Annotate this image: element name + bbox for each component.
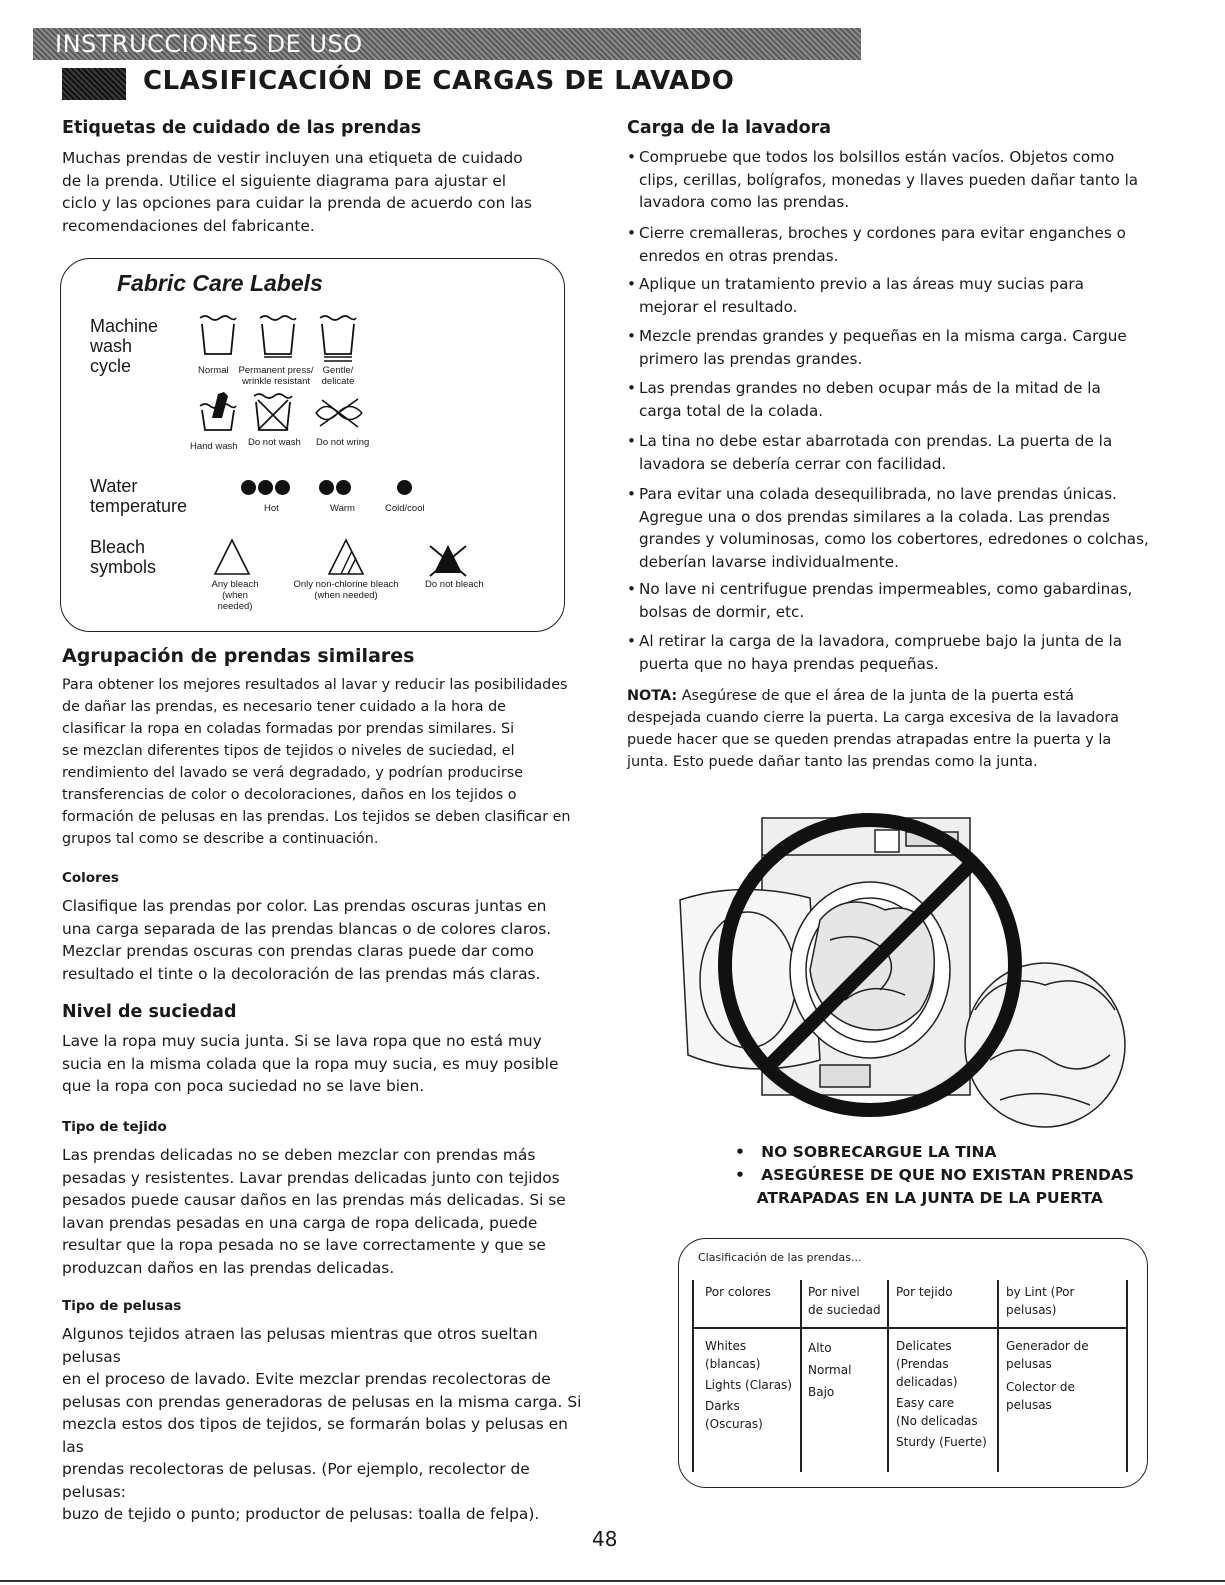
care-labels-heading: Etiquetas de cuidado de las prendas [62, 118, 422, 138]
fabric-care-title: Fabric Care Labels [117, 270, 323, 296]
caption-do-not-wring: Do not wring [316, 437, 370, 448]
table-divider [887, 1280, 889, 1472]
caption-non-chlorine-bleach: Only non-chlorine bleach (when needed) [293, 579, 399, 601]
section-marker [62, 68, 126, 100]
header-banner [33, 28, 861, 60]
column-pelusas-items: Generador de pelusas Colector de pelusas [1006, 1339, 1089, 1412]
caption-do-not-bleach: Do not bleach [425, 579, 484, 590]
any-bleach-icon [212, 537, 252, 577]
section-title: CLASIFICACIÓN DE CARGAS DE LAVADO [143, 66, 735, 96]
column-tejido-items: Delicates (Prendas delicadas) Easy care (No delicadas Sturdy (Fuerte) [896, 1339, 987, 1449]
tipo-tejido-heading: Tipo de tejido [62, 1119, 167, 1135]
page-number: 48 [592, 1527, 618, 1551]
do-not-wring-icon [312, 396, 370, 430]
caption-hot: Hot [264, 503, 279, 514]
hot-dots-icon [240, 480, 291, 499]
grouping-heading: Agrupación de prendas similares [62, 645, 415, 667]
caption-any-bleach: Any bleach (when needed) [211, 579, 259, 612]
column-header-suciedad: Por nivel de suciedad [808, 1285, 881, 1317]
bullet-item: • La tina no debe estar abarrotada con prendas. La puerta de la lavadora se debería cerrar con facilidad. [627, 432, 1113, 473]
bullet-item: • Mezcle prendas grandes y pequeñas en la misma carga. Cargue primero las prendas grandes. [627, 327, 1127, 368]
caption-permanent-press: Permanent press/ wrinkle resistant [238, 365, 314, 387]
caption-do-not-wash: Do not wash [248, 437, 301, 448]
banner-title: INSTRUCCIONES DE USO [55, 30, 363, 58]
page-bottom-rule [0, 1580, 1225, 1582]
gentle-wash-icon [318, 314, 358, 364]
column-colores-items: Whites (blancas) Lights (Claras) Darks (Oscuras) [705, 1339, 792, 1431]
tipo-pelusas-heading: Tipo de pelusas [62, 1298, 182, 1314]
cold-dot-icon [396, 480, 413, 499]
bullet-item: • Para evitar una colada desequilibrada, no lave prendas únicas. Agregue una o dos prendas similares a la colada. Las prendas grandes y voluminosas, como los cobertores, edredones o colchas, deberían lavarse individualmente. [627, 485, 1149, 571]
nota-label: NOTA: [627, 688, 678, 704]
water-temperature-label: Water temperature [90, 476, 188, 516]
caption-normal: Normal [198, 365, 229, 376]
bullet-item: • Aplique un tratamiento previo a las áreas muy sucias para mejorar el resultado. [627, 275, 1084, 316]
bullet-item: • Al retirar la carga de la lavadora, compruebe bajo la junta de la puerta que no haya prendas pequeñas. [627, 632, 1123, 673]
nota-paragraph: NOTA: Asegúrese de que el área de la junta de la puerta está despejada cuando cierre la puerta. La carga excesiva de la lavadora puede hacer que se queden prendas atrapadas entre la puerta y la junta. Esto puede dañar tanto las prendas como la junta. [627, 688, 1119, 770]
table-divider [692, 1280, 694, 1472]
table-header-rule [692, 1327, 1127, 1329]
carga-lavadora-heading: Carga de la lavadora [627, 118, 832, 138]
hand-wash-icon [198, 388, 238, 434]
nivel-suciedad-text: Lave la ropa muy sucia junta. Si se lava ropa que no está muy sucia en la misma colada que la ropa muy sucia, es muy posible que la ropa con poca suciedad no se lave bien. [62, 1032, 559, 1095]
grouping-text: Para obtener los mejores resultados al lavar y reducir las posibilidades de dañar las prendas, es necesario tener cuidado a la hora de clasificar la ropa en coladas formadas por prendas similares. Si se mezclan diferentes tipos de tejidos o niveles de suciedad, el rendimiento del lavado se verá degradado, y podrían producirse transferencias de color o decoloraciones, daños en los tejidos o formación de pelusas en las prendas. Los tejidos se deben clasificar en grupos tal como se describe a continuación. [62, 677, 571, 847]
warm-dots-icon [318, 480, 352, 499]
bullet-item: • No lave ni centrifugue prendas impermeables, como gabardinas, bolsas de dormir, etc. [627, 580, 1133, 621]
bleach-symbols-label: Bleach symbols [90, 537, 157, 577]
bullet-item: • Cierre cremalleras, broches y cordones para evitar enganches o enredos en otras prendas. [627, 224, 1126, 265]
warning-door-seal: • ASEGÚRESE DE QUE NO EXISTAN PRENDAS ATRAPADAS EN LA JUNTA DE LA PUERTA [735, 1166, 1135, 1207]
colores-text: Clasifique las prendas por color. Las prendas oscuras juntas en una carga separada de las prendas blancas o de colores claros. Mezclar prendas oscuras con prendas claras puede dar como resultado el tinte o la decoloración de las prendas más claras. [62, 897, 552, 983]
caption-cold: Cold/cool [385, 503, 425, 514]
bullet-item: • Compruebe que todos los bolsillos están vacíos. Objetos como clips, cerillas, bolígrafos, monedas y llaves pueden dañar tanto la lavadora como las prendas. [627, 148, 1139, 211]
column-header-pelusas: by Lint (Por pelusas) [1006, 1285, 1075, 1317]
table-divider [800, 1280, 802, 1472]
normal-wash-icon [198, 314, 238, 358]
non-chlorine-bleach-icon [326, 537, 366, 577]
tipo-tejido-text: Las prendas delicadas no se deben mezclar con prendas más pesadas y resistentes. Lavar prendas delicadas junto con tejidos pesados puede causar daños en las prendas más delicadas. Si se lavan prendas pesadas en una carga de ropa delicada, puede resultar que la ropa pesada no se lave correctamente y que se produzcan daños en las prendas delicadas. [62, 1146, 566, 1277]
classification-title: Clasificación de las prendas... [698, 1251, 862, 1264]
column-suciedad-items: Alto Normal Bajo [808, 1341, 852, 1399]
table-divider [1126, 1280, 1128, 1472]
do-not-bleach-icon [426, 540, 470, 580]
bullet-item: • Las prendas grandes no deben ocupar más de la mitad de la carga total de la colada. [627, 379, 1101, 420]
tipo-pelusas-text: Algunos tejidos atraen las pelusas mientras que otros sueltan pelusas en el proceso de lavado. Evite mezclar prendas recolectoras de pelusas con prendas generadoras de pelusas en la misma carga. Si mezcla estos dos tipos de tejidos, se formarán bolas y pelusas en las prendas recolectoras de pelusas. (Por ejemplo, recolector de pelusas: buzo de tejido o punto; productor de pelusas: toalla de felpa). [62, 1325, 582, 1523]
caption-hand-wash: Hand wash [190, 441, 238, 452]
column-header-tejido: Por tejido [896, 1285, 953, 1299]
colores-heading: Colores [62, 870, 119, 886]
caption-gentle: Gentle/ delicate [321, 365, 355, 387]
column-header-colores: Por colores [705, 1285, 771, 1299]
do-not-wash-icon [252, 392, 294, 434]
care-labels-text: Muchas prendas de vestir incluyen una etiqueta de cuidado de la prenda. Utilice el siguiente diagrama para ajustar el ciclo y las opciones para cuidar la prenda de acuerdo con las recomendaciones del fabricante. [62, 149, 532, 235]
table-divider [997, 1280, 999, 1472]
machine-wash-label: Machine wash cycle [90, 316, 159, 376]
washer-overload-illustration [670, 810, 1130, 1140]
caption-warm: Warm [330, 503, 355, 514]
nivel-suciedad-heading: Nivel de suciedad [62, 1002, 237, 1022]
warning-no-overload: • NO SOBRECARGUE LA TINA [735, 1143, 997, 1161]
permanent-press-icon [258, 314, 298, 358]
